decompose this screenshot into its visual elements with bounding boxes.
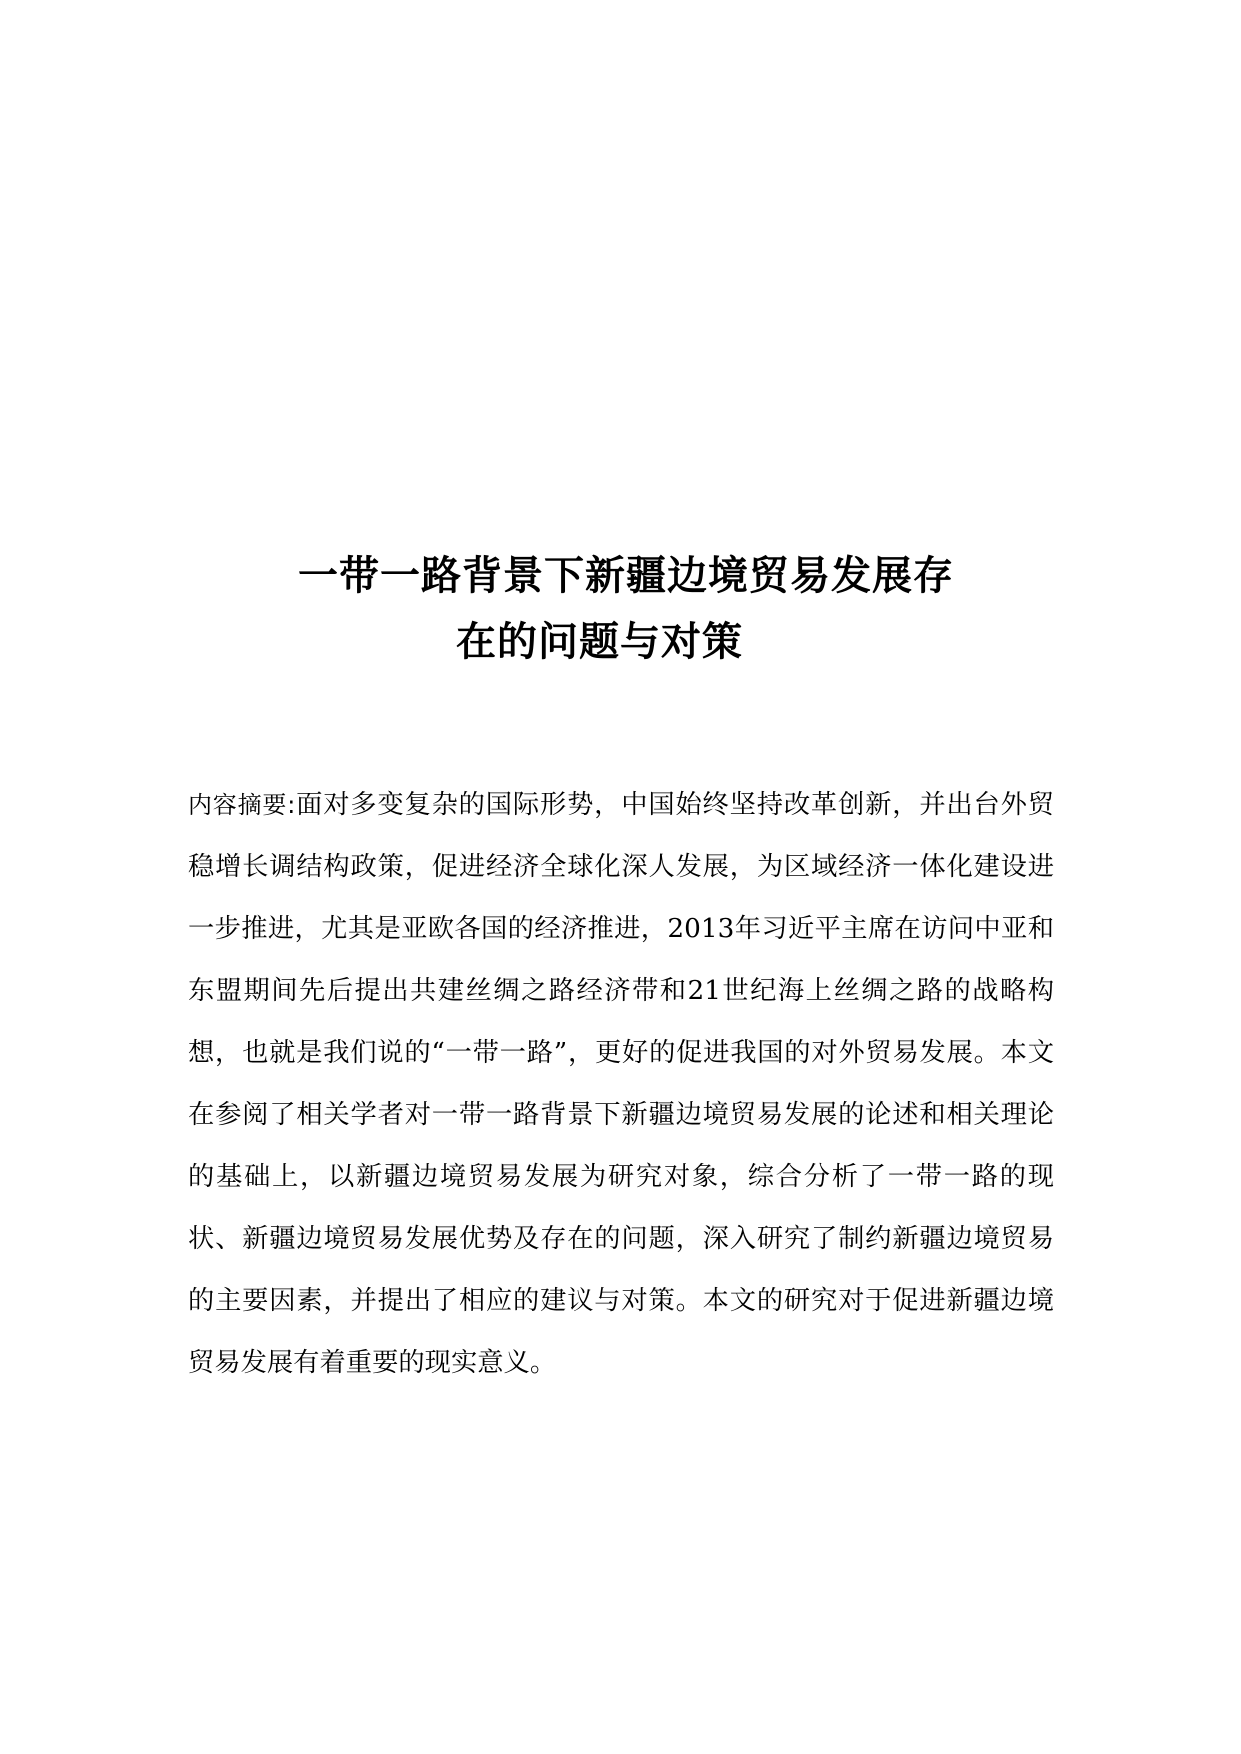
abstract-label: 内容摘要: [188, 791, 296, 819]
title-line-2: 在的问题与对策 [456, 619, 743, 665]
title-line-1: 一带一路背景下新疆边境贸易发展存 [298, 553, 954, 599]
abstract-paragraph [188, 774, 1054, 1394]
abstract-text: 面对多变复杂的国际形势，中国始终坚持改革创新，并出台外贸稳增长调结构政策，促进经济全球化深人发展，为区域经济一体化建设进一步推进，尤其是亚欧各国的经济推进，2013年习近平主席在访问中亚和东盟期间先后提出共建丝绸之路经济带和21世纪海上丝绸之路的战略构想，也就是我们说的“一带一路”，更好的促进我国的对外贸易发展。本文在参阅了相关学者对一带一路背景下新疆边境贸易发展的论述和相关理论的基础上，以新疆边境贸易发展为研究对象，综合分析了一带一路的现状、新疆边境贸易发展优势及存在的问题，深入研究了制约新疆边境贸易的主要因素，并提出了相应的建议与对策。本文的研究对于促进新疆边境贸易发展有着重要的现实意义。 [188, 790, 1055, 1378]
